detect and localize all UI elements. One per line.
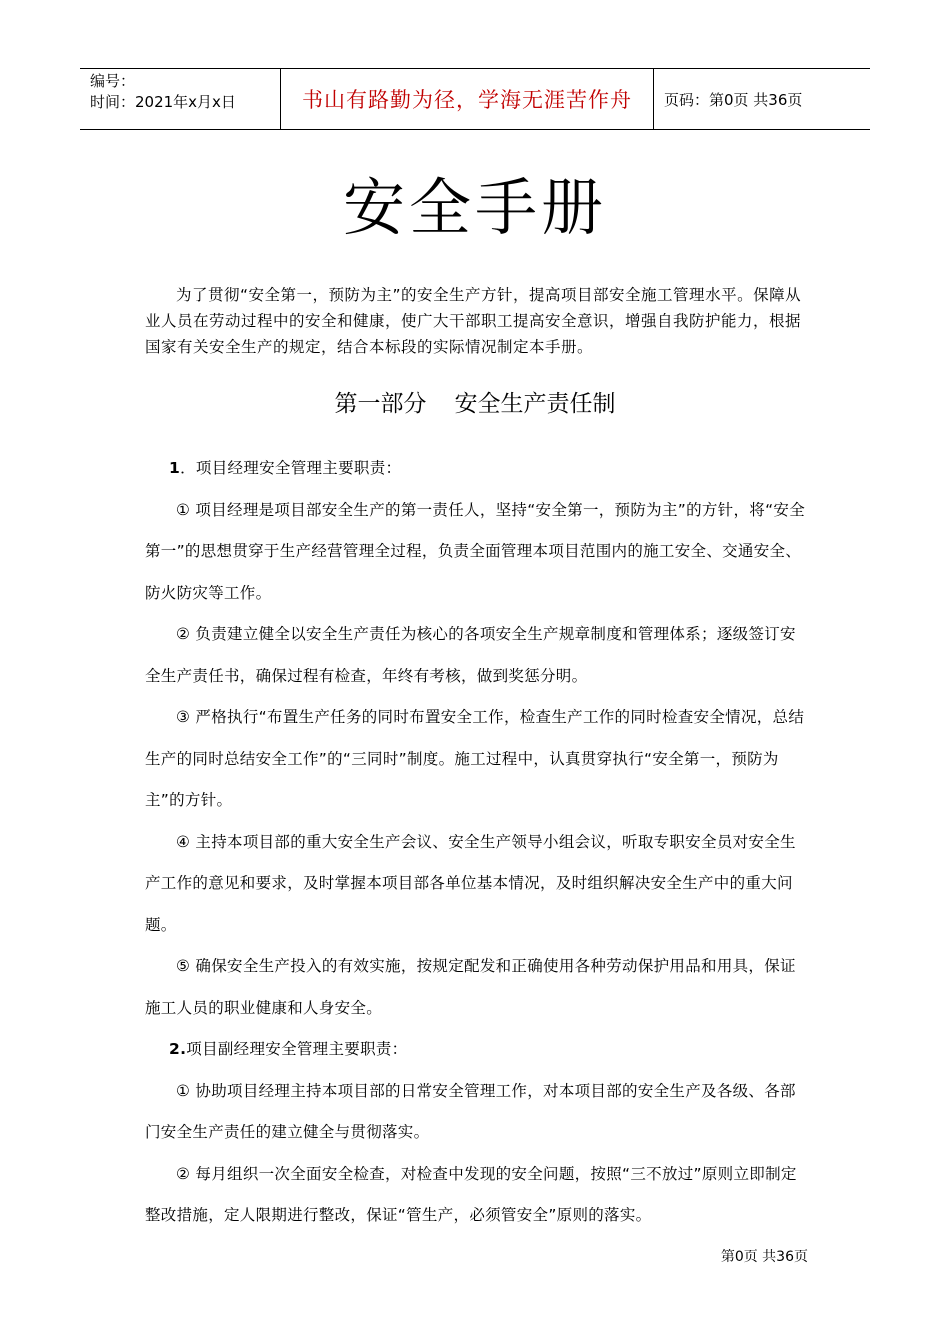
item-heading <box>145 1029 807 1071</box>
item-heading-text: ．项目经理安全管理主要职责： <box>180 459 402 477</box>
item-number: 2. <box>169 1040 187 1058</box>
clause: ② 负责建立健全以安全生产责任为核心的各项安全生产规章制度和管理体系；逐级签订安全生产责任书，确保过程有检查，年终有考核，做到奖惩分明。 <box>145 625 796 685</box>
page-header <box>80 68 870 130</box>
document-title: 安全手册 <box>342 171 607 244</box>
clause: ③ 严格执行“布置生产任务的同时布置安全工作，检查生产工作的同时检查安全情况，总结生产的同时总结安全工作”的“三同时”制度。施工过程中，认真贯穿执行“安全第一，预防为主”的方针。 <box>145 708 805 809</box>
header-motto: 书山有路勤为径，学海无涯苦作舟 <box>281 69 654 129</box>
item-heading <box>145 448 807 490</box>
document-body <box>145 448 807 1237</box>
section-title <box>0 384 950 424</box>
date-label: 时间：2021年x月x日 <box>90 93 236 111</box>
header-meta <box>80 69 281 129</box>
clause: ② 每月组织一次全面安全检查，对检查中发现的安全问题，按照“三不放过”原则立即制定整改措施，定人限期进行整改，保证“管生产，必须管安全”原则的落实。 <box>145 1164 797 1224</box>
item-heading-text: 项目副经理安全管理主要职责： <box>186 1040 408 1058</box>
section-part: 第一部分 <box>334 391 427 417</box>
section-name: 安全生产责任制 <box>454 391 616 417</box>
clause: ① 协助项目经理主持本项目部的日常安全管理工作，对本项目部的安全生产及各级、各部门安全生产责任的建立健全与贯彻落实。 <box>145 1081 796 1141</box>
code-label: 编号： <box>90 72 136 90</box>
page-footer: 第0页 共36页 <box>720 1249 808 1265</box>
intro-paragraph: 为了贯彻“安全第一，预防为主”的安全生产方针，提高项目部安全施工管理水平。保障从业人员在劳动过程中的安全和健康，使广大干部职工提高安全意识，增强自我防护能力，根据国家有关安全生产的规定，结合本标段的实际情况制定本手册。 <box>145 286 802 356</box>
clause: ④ 主持本项目部的重大安全生产会议、安全生产领导小组会议，听取专职安全员对安全生产工作的意见和要求，及时掌握本项目部各单位基本情况，及时组织解决安全生产中的重大问题。 <box>145 832 796 934</box>
clause: ① 项目经理是项目部安全生产的第一责任人，坚持“安全第一，预防为主”的方针，将“安全第一”的思想贯穿于生产经营管理全过程，负责全面管理本项目范围内的施工安全、交通安全、防火防灾等工作。 <box>145 500 806 602</box>
header-page-info: 页码：第0页 共36页 <box>664 90 803 109</box>
clause: ⑤ 确保安全生产投入的有效实施，按规定配发和正确使用各种劳动保护用品和用具，保证施工人员的职业健康和人身安全。 <box>145 957 796 1017</box>
item-number: 1 <box>169 459 181 477</box>
